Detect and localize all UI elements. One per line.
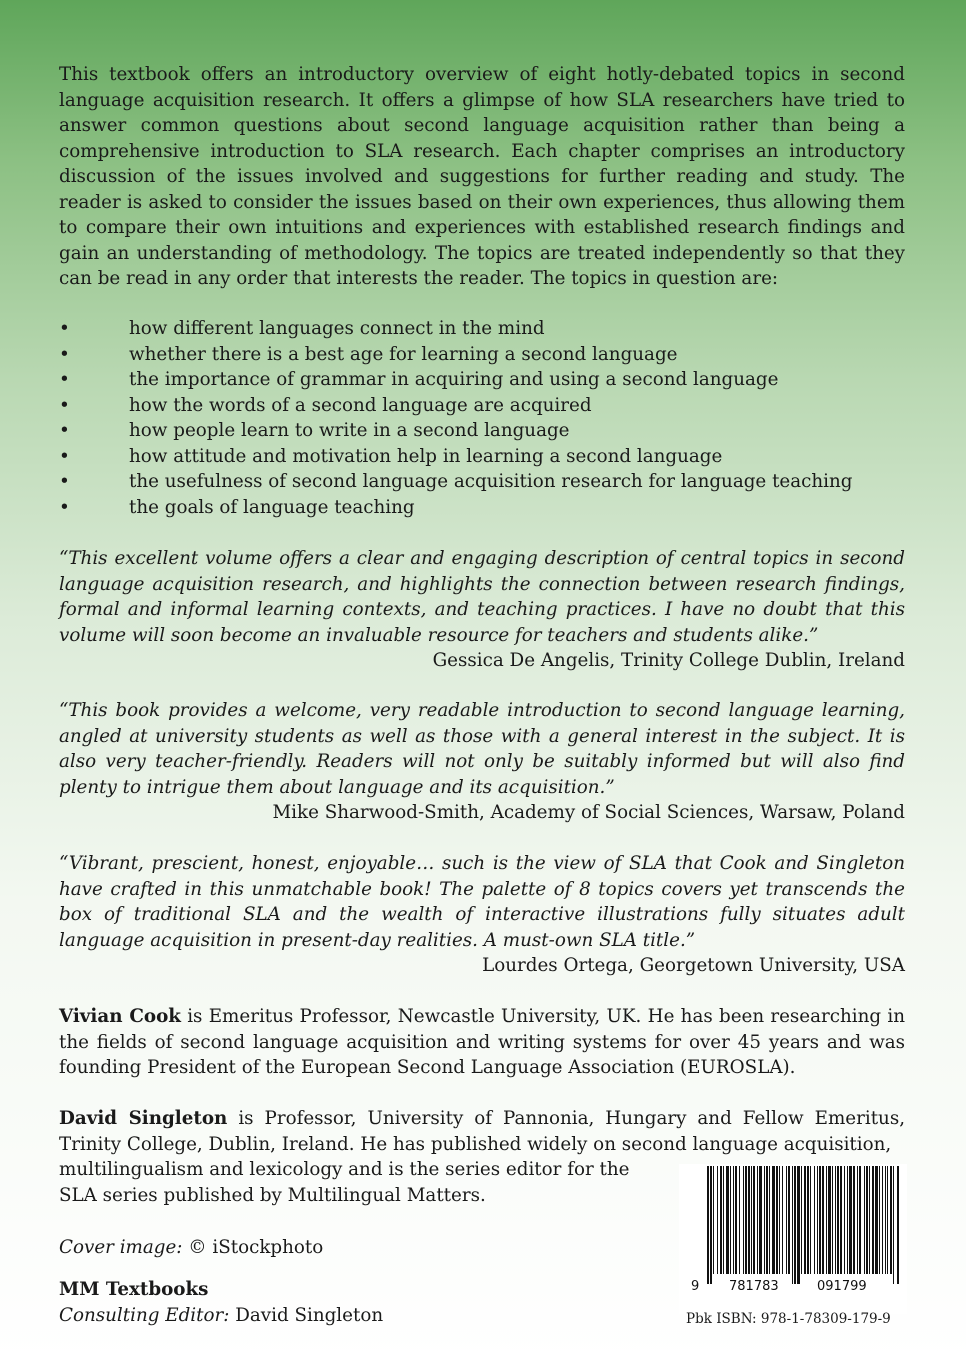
list-item: • how different languages connect in the mind xyxy=(59,316,905,342)
bullet-icon: • xyxy=(59,496,70,518)
endorsement-quote xyxy=(59,851,905,979)
bullet-icon: • xyxy=(59,420,70,441)
bullet-icon: • xyxy=(59,445,70,467)
list-item: • how attitude and motivation help in learning a second language xyxy=(59,444,905,470)
topics-list xyxy=(59,316,905,520)
series-name: MM Textbooks xyxy=(59,1279,209,1300)
author-name: David Singleton xyxy=(59,1108,228,1129)
bullet-icon: • xyxy=(59,318,70,339)
quote-attribution: Lourdes Ortega, Georgetown University, USA xyxy=(482,955,905,976)
quote-text: “This book provides a welcome, very readable introduction to second language learning, angled at university students as well as those with a general interest in the subject. It is also very teacher-friendly. Readers will not only be suitably informed but will also find plenty to intrigue them about language and its acquisition.” xyxy=(59,700,905,798)
bullet-icon: • xyxy=(59,394,70,416)
barcode xyxy=(679,1164,907,1314)
barcode-digits-left: 781783 xyxy=(729,1279,779,1294)
barcode-digits-right: 091799 xyxy=(817,1279,867,1294)
series-info xyxy=(59,1277,383,1328)
list-item: • the usefulness of second language acquisition research for language teaching xyxy=(59,469,905,495)
quote-text: “Vibrant, prescient, honest, enjoyable… such is the view of SLA that Cook and Singleton have crafted in this unmatchable book! The palette of 8 topics covers yet transcends the box of traditional SLA and the wealth of interactive illustrations fully situates adult language acquisition in present-day realities. A must-own SLA title.” xyxy=(59,853,905,951)
quote-text: “This excellent volume offers a clear and engaging description of central topics in second language acquisition research, and highlights the connection between research findings, formal and informal learning contexts, and teaching practices. I have no doubt that this volume will soon become an invaluable resource for teachers and students alike.” xyxy=(59,548,905,646)
list-item: • how the words of a second language are acquired xyxy=(59,393,905,419)
bullet-icon: • xyxy=(59,343,70,365)
bullet-icon: • xyxy=(59,471,70,492)
intro-paragraph: This textbook offers an introductory overview of eight hotly-debated topics in second language acquisition research. It offers a glimpse of how SLA researchers have tried to answer common questions about second language acquisition rather than being a comprehensive introduction to SLA research. Each chapter comprises an introductory discussion of the issues involved and suggestions for further reading and study. The reader is asked to consider the issues based on their own experiences, thus allowing them to compare their own intuitions and experiences with established research findings and gain an understanding of methodology. The topics are treated independently so that they can be read in any order that interests the reader. The topics in question are: xyxy=(59,64,905,289)
bullet-icon: • xyxy=(59,369,70,390)
barcode-icon xyxy=(679,1164,907,1314)
author-name: Vivian Cook xyxy=(59,1006,181,1027)
list-item: • the importance of grammar in acquiring and using a second language xyxy=(59,367,905,393)
list-item: • how people learn to write in a second language xyxy=(59,418,905,444)
author-bio-cook: Vivian Cook is Emeritus Professor, Newcastle University, UK. He has been researching in the fields of second language acquisition and writing systems for over 45 years and was founding President of the European Second Language Association (EUROSLA). xyxy=(59,1006,905,1078)
quote-attribution: Gessica De Angelis, Trinity College Dublin, Ireland xyxy=(432,650,905,671)
barcode-digit-first: 9 xyxy=(691,1279,700,1294)
isbn-text: Pbk ISBN: 978-1-78309-179-9 xyxy=(686,1311,891,1327)
endorsement-quote xyxy=(59,546,905,674)
cover-image-credit: Cover image: © iStockphoto xyxy=(59,1237,324,1258)
endorsement-quote xyxy=(59,698,905,826)
list-item: • the goals of language teaching xyxy=(59,495,905,521)
author-bio-singleton: David Singleton is Professor, University of Pannonia, Hungary and Fellow Emeritus, Trinity College, Dublin, Ireland. He has published widely on second language acquisition, multilingualism and lexicology and is the series editor for the SLA series published by Multilingual Matters. xyxy=(59,1108,906,1206)
list-item: • whether there is a best age for learning a second language xyxy=(59,342,905,368)
consulting-editor: Consulting Editor: David Singleton xyxy=(59,1304,384,1326)
quote-attribution: Mike Sharwood-Smith, Academy of Social Sciences, Warsaw, Poland xyxy=(272,802,905,823)
